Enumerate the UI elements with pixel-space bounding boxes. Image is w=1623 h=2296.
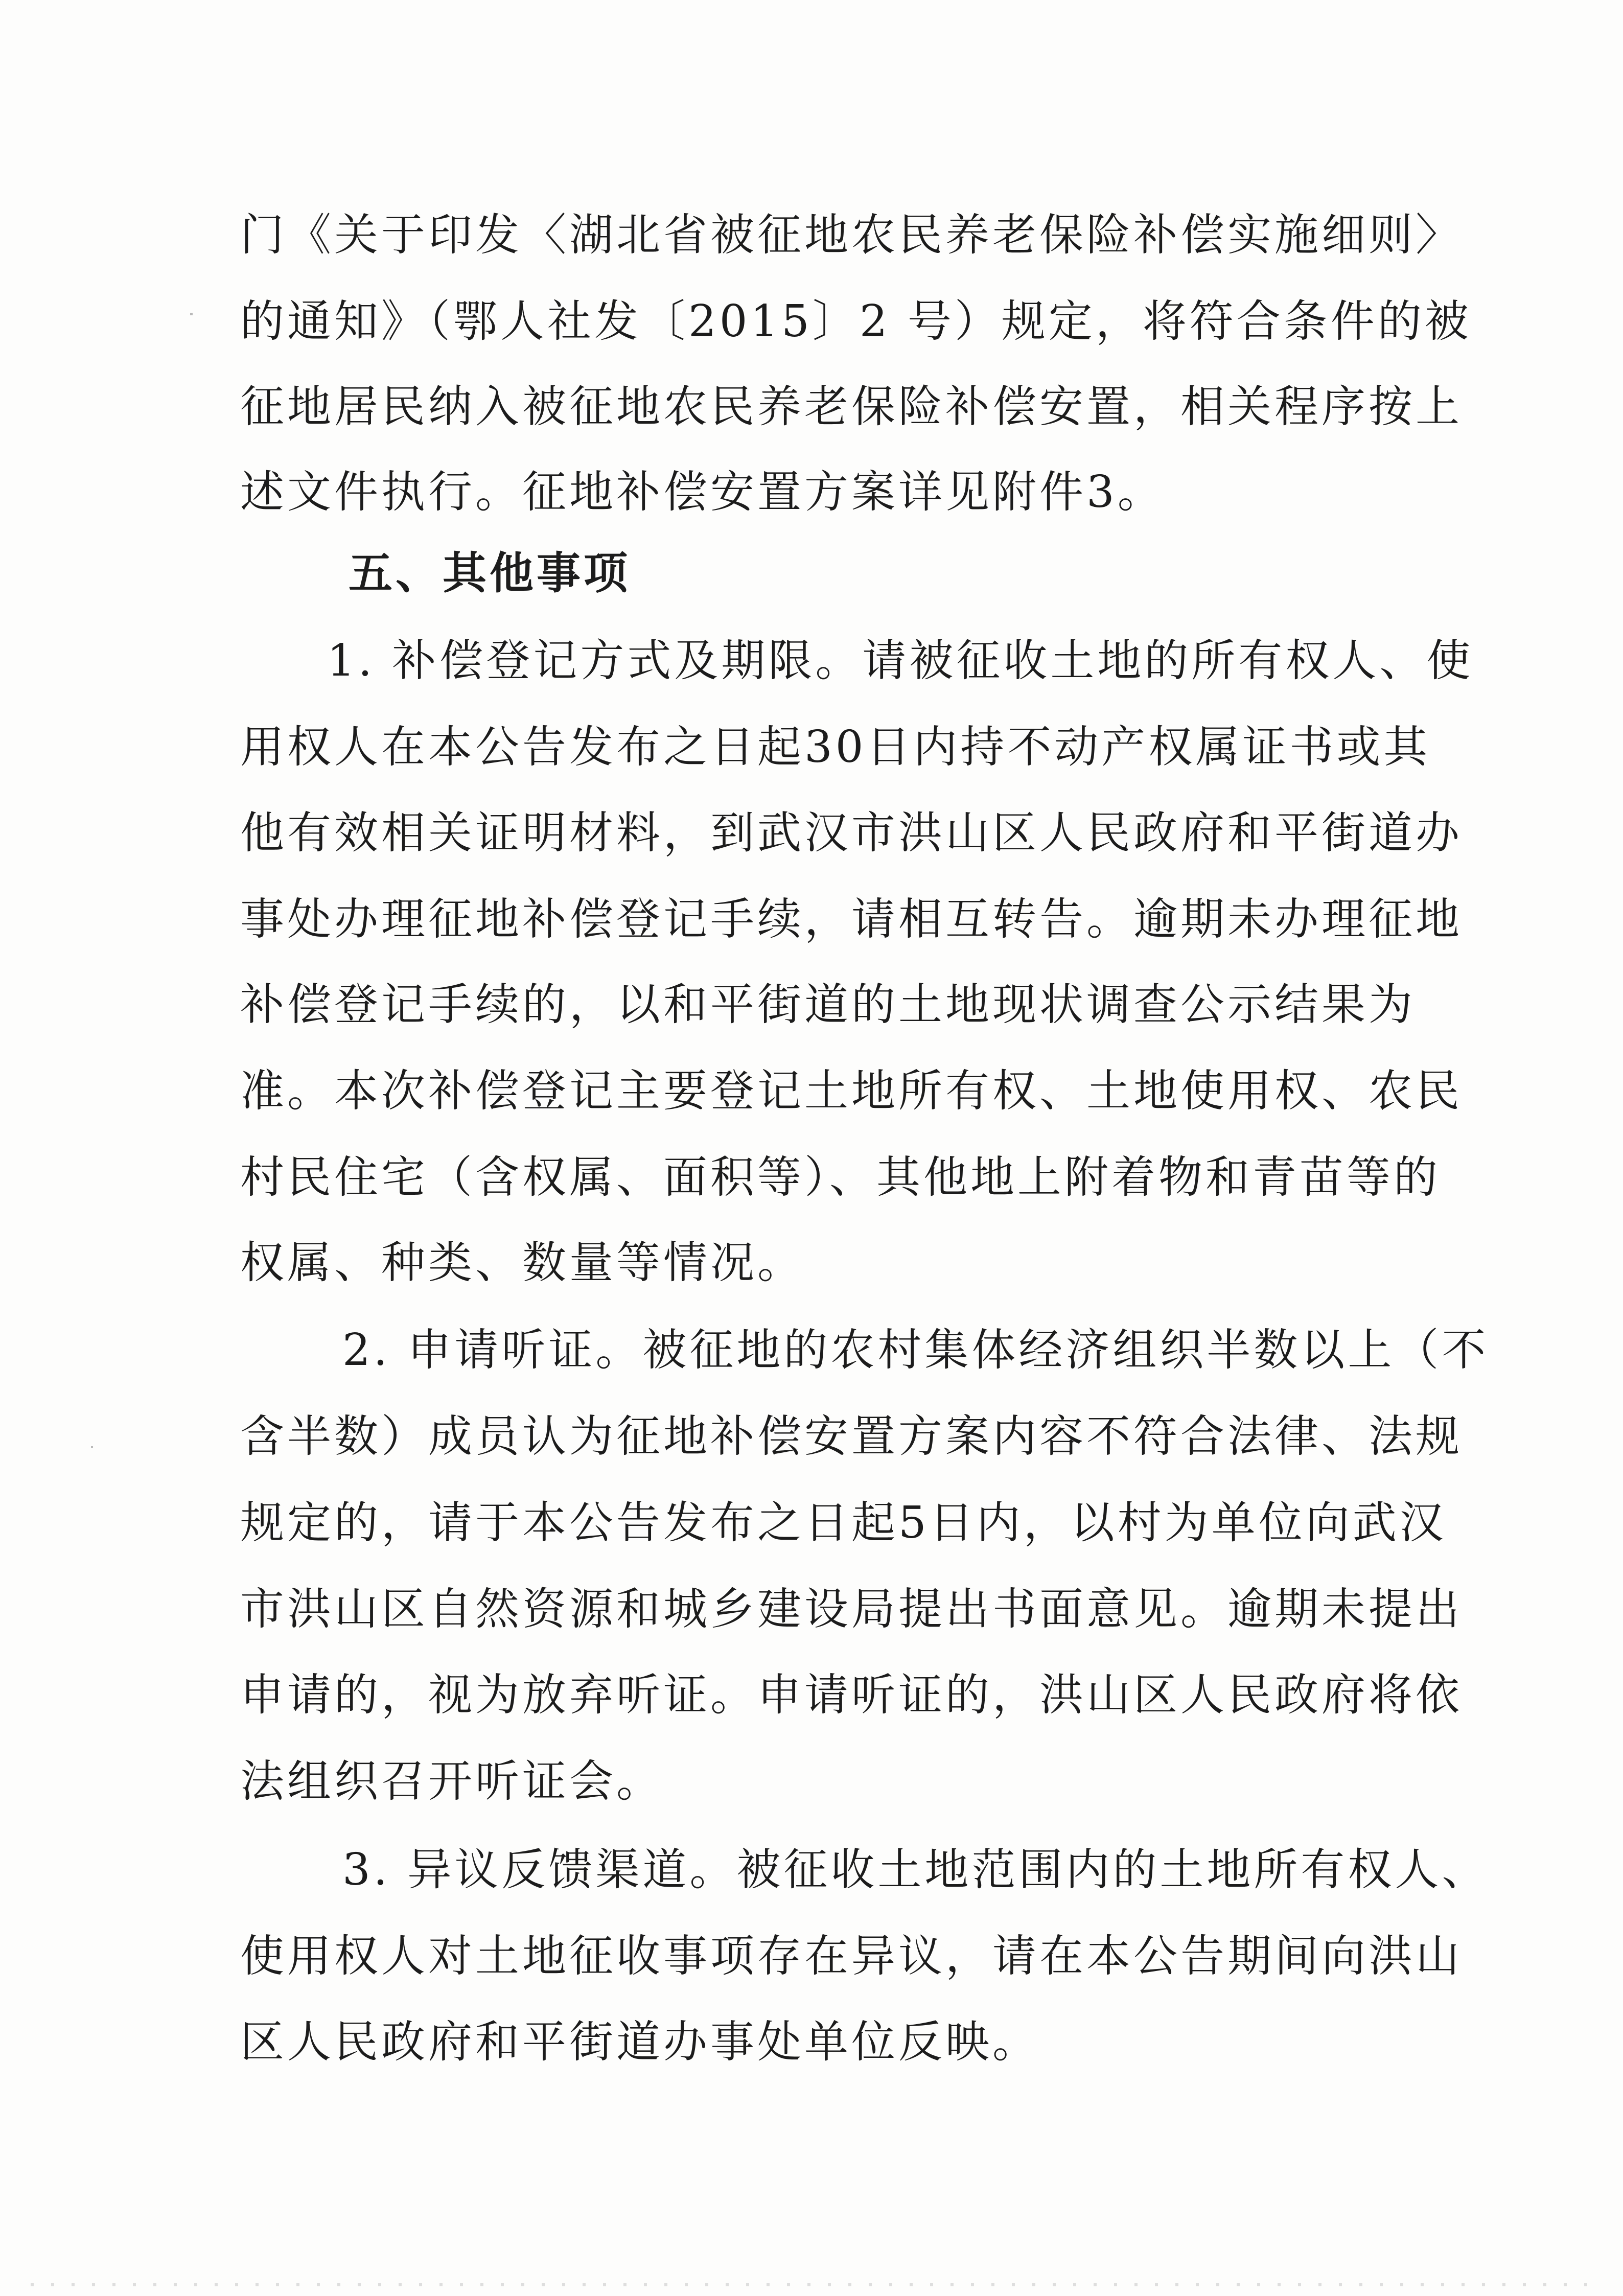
paragraph-first-line: 2. 申请听证。被征地的农村集体经济组织半数以上（不: [342, 1325, 1489, 1376]
body-line: 市洪山区自然资源和城乡建设局提出书面意见。逾期未提出: [240, 1584, 1463, 1635]
body-line: 区人民政府和平街道办事处单位反映。: [240, 2016, 1039, 2068]
paragraph-first-line: 1. 补偿登记方式及期限。请被征收土地的所有权人、使: [327, 635, 1474, 686]
scan-mark: [91, 1446, 93, 1448]
body-line: 含半数）成员认为征地补偿安置方案内容不符合法律、法规: [240, 1411, 1463, 1462]
scan-edge-noise: [31, 2283, 1589, 2286]
paragraph-first-line: 3. 异议反馈渠道。被征收土地范围内的土地所有权人、: [342, 1844, 1489, 1895]
body-line: 的通知》（鄂人社发〔2015〕2 号）规定，将符合条件的被: [240, 296, 1472, 347]
body-line: 使用权人对土地征收事项存在异议，请在本公告期间向洪山: [240, 1931, 1463, 1982]
body-line: 征地居民纳入被征地农民养老保险补偿安置，相关程序按上: [240, 381, 1463, 432]
body-line: 他有效相关证明材料，到武汉市洪山区人民政府和平街道办: [240, 807, 1463, 859]
body-line: 事处办理征地补偿登记手续，请相互转告。逾期未办理征地: [240, 894, 1463, 945]
body-line: 村民住宅（含权属、面积等）、其他地上附着物和青苗等的: [240, 1152, 1441, 1203]
body-line: 权属、种类、数量等情况。: [240, 1237, 804, 1288]
body-line: 用权人在本公告发布之日起30日内持不动产权属证书或其: [240, 722, 1431, 773]
body-line: 规定的，请于本公告发布之日起5日内，以村为单位向武汉: [240, 1497, 1447, 1548]
scan-mark: [190, 313, 193, 315]
body-line: 申请的，视为放弃听证。申请听证的，洪山区人民政府将依: [240, 1669, 1463, 1721]
body-line: 述文件执行。征地补偿安置方案详见附件3。: [240, 467, 1165, 518]
section-heading: 五、其他事项: [349, 547, 631, 599]
body-line: 门《关于印发〈湖北省被征地农民养老保险补偿实施细则〉: [240, 210, 1463, 261]
body-line: 准。本次补偿登记主要登记土地所有权、土地使用权、农民: [240, 1065, 1463, 1117]
body-line: 补偿登记手续的，以和平街道的土地现状调查公示结果为: [240, 979, 1416, 1030]
body-line: 法组织召开听证会。: [240, 1756, 663, 1807]
